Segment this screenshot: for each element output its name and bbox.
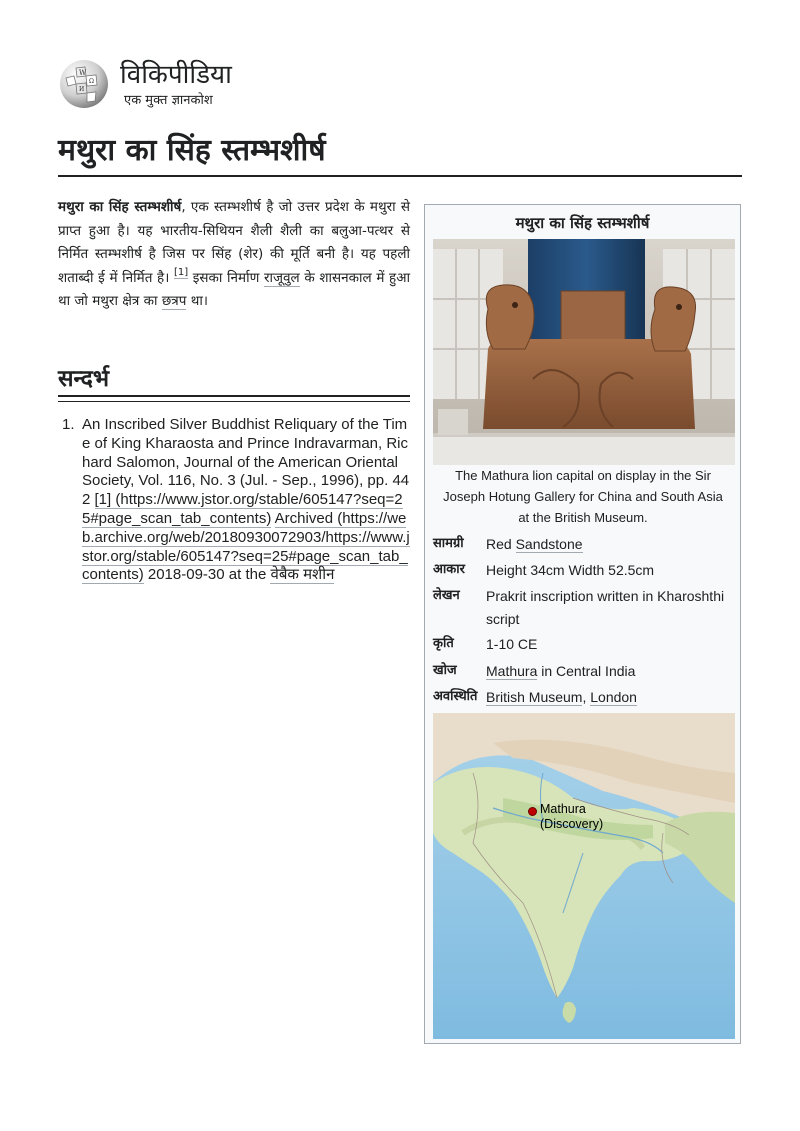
reference-number: 1.	[62, 416, 75, 433]
svg-text:И: И	[79, 86, 85, 93]
infobox	[424, 204, 741, 1044]
material-label: सामग्री	[433, 536, 464, 551]
location-label: अवस्थिति	[433, 689, 478, 704]
material-value	[486, 533, 734, 556]
svg-text:W: W	[79, 69, 87, 77]
references-divider-thin	[58, 401, 410, 402]
discovered-suffix: in Central India	[537, 663, 636, 679]
reference-item	[82, 416, 410, 585]
created-label: कृति	[433, 636, 454, 651]
page-title: मथुरा का सिंह स्तम्भशीर्ष	[58, 133, 326, 168]
citation-link[interactable]: [1]	[173, 266, 189, 278]
location-value	[486, 686, 734, 709]
location-map[interactable]	[433, 713, 735, 1039]
intro-bold-term: मथुरा का सिंह स्तम्भशीर्ष	[58, 199, 182, 215]
lion-capital-photo[interactable]	[433, 239, 735, 465]
discovered-label: खोज	[433, 663, 457, 678]
wayback-machine-link[interactable]: वेबैक मशीन	[270, 566, 335, 584]
intro-text-1: , एक स्तम्भशीर्ष है जो उत्तर प्रदेश के मथुरा से प्राप्त हुआ है। यह भारतीय-सिथियन शैली शैली का बलुआ-पत्थर से निर्मित स्तम्भशीर्ष है जिस पर सिंह (शेर) की मूर्ति बनी है। यह पहली शताब्दी ई में निर्मित है।	[58, 199, 410, 286]
sandstone-link[interactable]: Sandstone	[515, 536, 583, 552]
intro-text-3: के शासनकाल में हुआ था जो मथुरा क्षेत्र का	[58, 269, 410, 309]
intro-text-4: था।	[186, 293, 208, 309]
material-prefix: Red	[486, 536, 516, 552]
map-marker-note: (Discovery)	[540, 817, 604, 831]
writing-value: Prakrit inscription written in Kharoshthi script	[486, 588, 725, 627]
jstor-link[interactable]: [1] (https://www.jstor.org/stable/605147?seq=25#page_scan_tab_contents)	[82, 491, 403, 527]
size-value: Height 34cm Width 52.5cm	[486, 562, 655, 578]
references-divider	[58, 395, 410, 397]
location-separator: ,	[582, 689, 591, 705]
references-heading: सन्दर्भ	[58, 366, 110, 392]
mathura-link[interactable]: Mathura	[486, 663, 538, 679]
intro-paragraph	[58, 196, 410, 314]
map-marker-dot[interactable]	[528, 807, 537, 816]
infobox-title: मथुरा का सिंह स्तम्भशीर्ष	[515, 214, 650, 232]
photo-caption: The Mathura lion capital on display in the Sir Joseph Hotung Gallery for China and South Asia at the British Museum.	[443, 468, 723, 525]
writing-label: लेखन	[433, 588, 460, 603]
site-tagline: एक मुक्त ज्ञानकोश	[124, 93, 213, 108]
size-label: आकार	[433, 562, 465, 577]
title-divider	[58, 175, 742, 177]
discovered-value	[486, 660, 734, 683]
british-museum-link[interactable]: British Museum	[486, 689, 583, 705]
archive-link[interactable]: Archived (https://web.archive.org/web/20180930072903/https://www.jstor.org/stable/605147?seq=25#page_scan_tab_contents)	[82, 509, 410, 584]
svg-text:Ω: Ω	[89, 78, 94, 85]
wikipedia-globe-icon[interactable]	[58, 58, 110, 110]
london-link[interactable]: London	[590, 689, 637, 705]
map-marker-label	[540, 802, 603, 832]
archive-date: 2018-09-30 at the	[147, 566, 267, 584]
map-marker-place: Mathura	[540, 802, 586, 816]
created-value: 1-10 CE	[486, 636, 538, 652]
site-name[interactable]: विकिपीडिया	[120, 60, 232, 90]
intro-text-2: इसका निर्माण	[188, 269, 265, 286]
rajuvula-link[interactable]: राजूवुल	[264, 269, 300, 286]
satrap-link[interactable]: छत्रप	[161, 293, 187, 309]
reference-text: An Inscribed Silver Buddhist Reliquary of the Time of King Kharaosta and Prince Indravarman, Richard Salomon, Journal of the American Oriental Society, Vol. 116, No. 3 (Jul. - Sep., 1996), pp. 442	[82, 416, 410, 509]
